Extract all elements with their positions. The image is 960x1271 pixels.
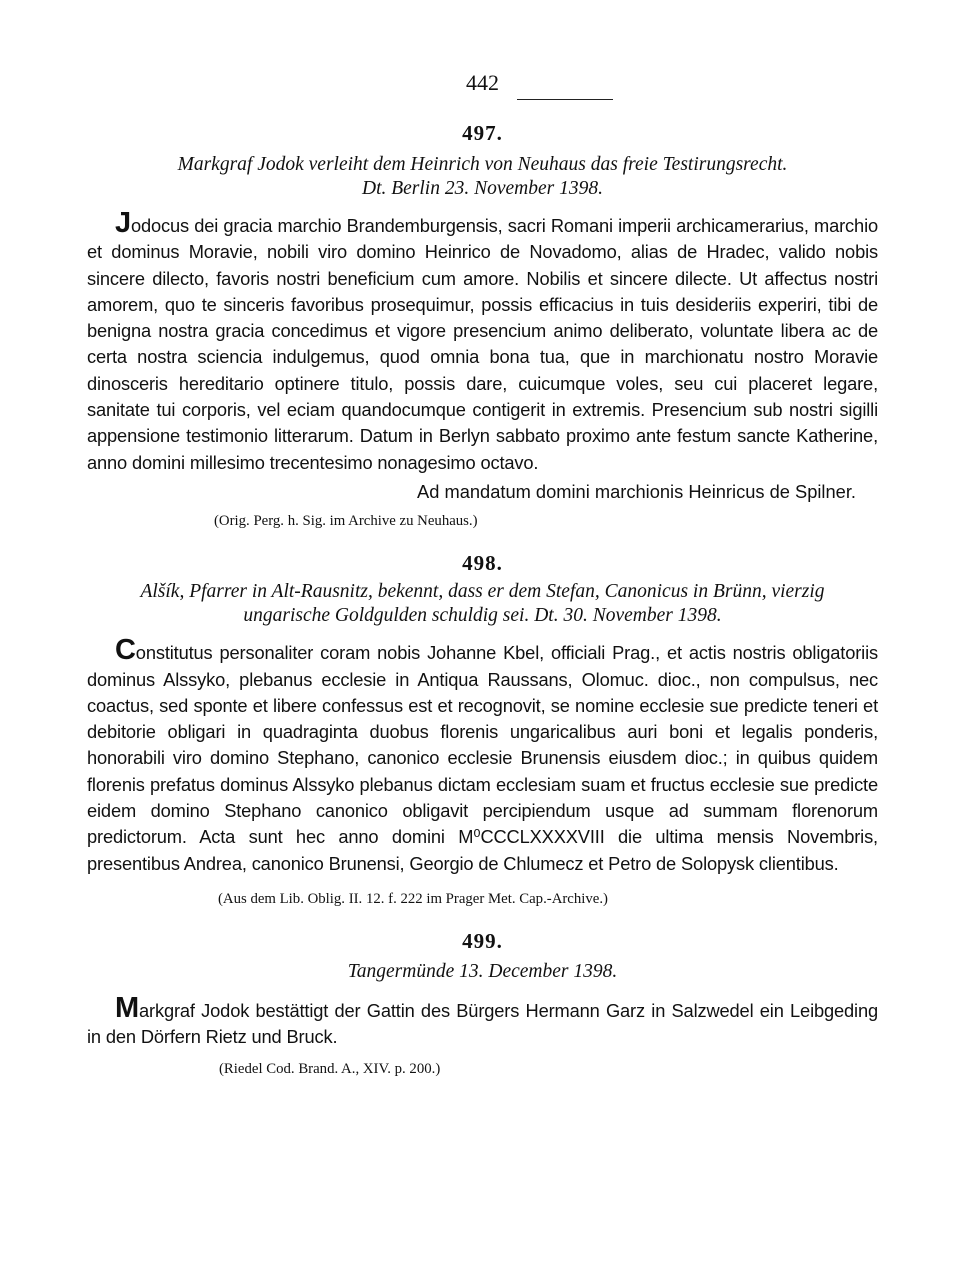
- signature-line: Ad mandatum domini marchionis Heinricus de Spilner.: [417, 480, 856, 502]
- document-number: 499.: [462, 928, 503, 953]
- heading-line: Markgraf Jodok verleiht dem Heinrich von Neuhaus das freie Testirungsrecht.: [177, 154, 788, 175]
- heading-date: Tangermünde 13. December 1398.: [347, 960, 618, 982]
- body-text: odocus dei gracia marchio Brandemburgensis, sacri Romani imperii archicamerarius, marchio et dominus Moravie, nobili viro domino Heinrico de Novadomo, alias de Hradec, valido nobis sincere dilecto, favoris nostri beneficium cum amore. Nobilis et sincere dilecte. Ut affectus nostri amorem, quo te sinceris favoribus prosequimur, possis efficacius in tuis desideriis experiri, tibi de benigna nostra gracia concedimus et vigore presencium animo deliberato, voluntate libera ac de certa nostra sciencia indulgemus, quod omnia bona tua, que in marchionatu nostro Moravie dinosceris hereditario optinere titulo, possis dare, cuicumque voles, seu cui placeret legare, sanitate tui corporis, vel eciam quandocumque contigerit in extremis. Presencium sub nostri sigilli appensione testimonio litterarum. Datum in Berlyn sabbato proximo ante festum sancte Katherine, anno domini millesimo trecentesimo nonagesimo octavo.: [87, 215, 878, 473]
- body-text: arkgraf Jodok bestättigt der Gattin des Bürgers Hermann Garz in Salzwedel ein Leibgeding in den Dörfern Rietz und Bruck.: [87, 999, 878, 1048]
- document-497: [87, 121, 878, 531]
- document-body: [87, 634, 878, 877]
- document-body: [87, 991, 878, 1051]
- source-note: (Orig. Perg. h. Sig. im Archive zu Neuhaus.): [214, 513, 478, 530]
- document-body: [87, 207, 878, 476]
- initial-letter: J: [115, 207, 131, 239]
- page-number-rule: [517, 99, 613, 100]
- source-note: (Aus dem Lib. Oblig. II. 12. f. 222 im Prager Met. Cap.-Archive.): [218, 890, 608, 907]
- source-note: (Riedel Cod. Brand. A., XIV. p. 200.): [219, 1060, 441, 1077]
- page-number: 442: [466, 70, 499, 95]
- initial-letter: M: [115, 991, 140, 1024]
- heading-line: ungarische Goldgulden schuldig sei. Dt. 30. November 1398.: [243, 605, 722, 627]
- document-499: [87, 929, 878, 1079]
- heading-line: Alšík, Pfarrer in Alt-Rausnitz, bekennt, dass er dem Stefan, Canonicus in Brünn, vierzig: [140, 581, 825, 603]
- body-text: onstitutus personaliter coram nobis Johanne Kbel, officiali Prag., et actis nostris obligatoriis dominus Alssyko, plebanus ecclesie in Antiqua Raussans, Olomuc. dioc., non compulsus, nec coactus, sed sponte et libere confessus est et recognovit, se nomine ecclesie sue predicte teneri et debitorie obligari in quadraginta duobus florenis ungaricalibus auri boni et legalis ponderis, honorabili viro domino Stephano, canonico ecclesie Brunensis eiusdem dioc.; in quibus quidem florenis prefatus dominus Alssyko plebanus dictam ecclesiam suam et fructus ecclesie sue predicte eidem domino Stephano canonico obligavit percipiendum usque ad summam florenorum predictorum. Acta sunt hec anno domini M⁰CCCLXXXXVIII die ultima mensis Novembris, presentibus Andrea, canonico Brunensi, Georgio de Chlumecz et Petro de Solopysk clientibus.: [87, 642, 878, 874]
- heading-date: Dt. Berlin 23. November 1398.: [361, 178, 603, 199]
- document-498: [87, 551, 878, 909]
- document-heading: [87, 580, 878, 628]
- document-heading: [87, 960, 878, 984]
- document-number: 498.: [462, 551, 503, 576]
- document-number: 497.: [462, 121, 503, 145]
- document-heading: [87, 153, 878, 201]
- page: [87, 70, 878, 1079]
- initial-letter: C: [115, 634, 136, 667]
